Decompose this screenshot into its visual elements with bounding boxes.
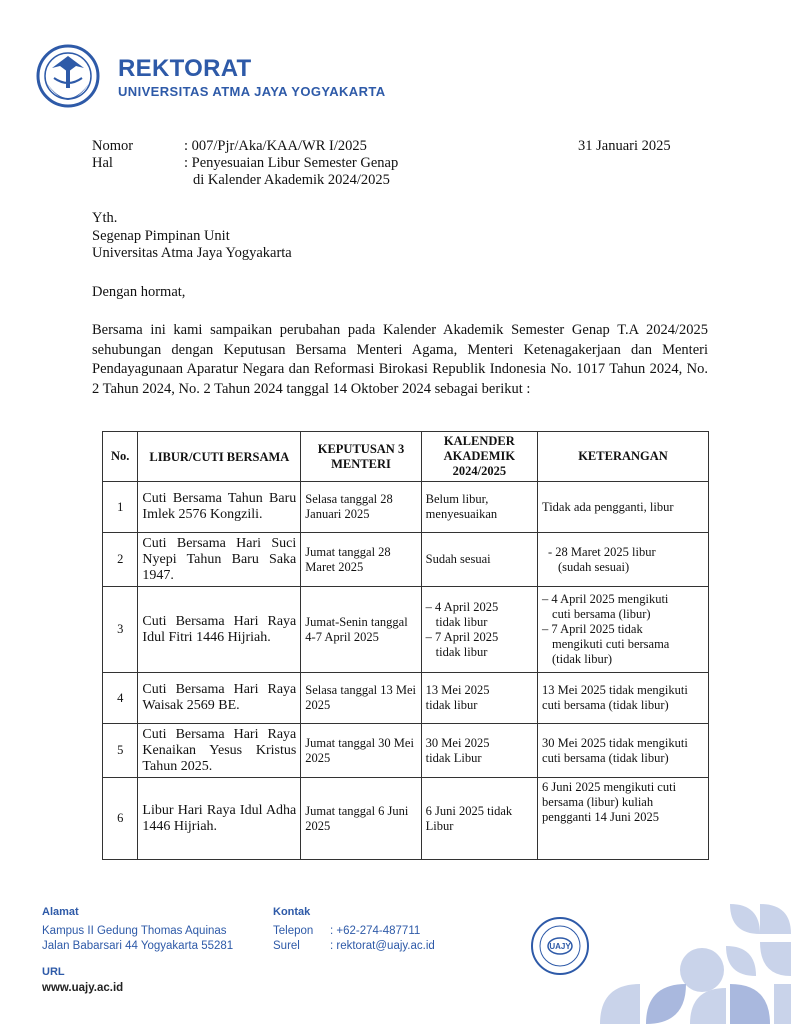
cell-line: - 28 Maret 2025 libur <box>548 544 656 559</box>
hal-value-2: di Kalender Akademik 2024/2025 <box>193 172 390 188</box>
cell-libur: Cuti Bersama Hari Raya Idul Fitri 1446 Hijriah. <box>138 587 301 673</box>
header-keputusan: KEPUTUSAN 3 MENTERI <box>301 432 421 482</box>
cell-line: – 4 April 2025 mengikuti <box>542 592 669 606</box>
cell-libur: Cuti Bersama Hari Raya Kenaikan Yesus Kristus Tahun 2025. <box>138 724 301 778</box>
table-row <box>103 673 709 724</box>
cell-no: 1 <box>103 482 138 533</box>
cell-line: tidak libur <box>425 698 478 712</box>
hal-value-1: : Penyesuaian Libur Semester Genap <box>184 155 399 171</box>
cell-line: cuti bersama (libur) <box>552 607 651 621</box>
cell-keputusan: Jumat tanggal 30 Mei 2025 <box>301 724 421 778</box>
table-row <box>103 482 709 533</box>
table-row <box>103 778 709 860</box>
footer-url-label: URL <box>42 966 65 978</box>
recipient-line-3: Universitas Atma Jaya Yogyakarta <box>92 245 292 261</box>
footer-alamat-1: Kampus II Gedung Thomas Aquinas <box>42 925 227 937</box>
cell-line: – 7 April 2025 tidak <box>542 622 643 636</box>
cell-line: Tidak ada pengganti, libur <box>542 499 674 514</box>
body-paragraph: Bersama ini kami sampaikan perubahan pada Kalender Akademik Semester Genap T.A 2024/2025 sehubungan dengan Keputusan Bersama Menteri Agama, Menteri Ketenagakerjaan dan Menteri Pendayagunaan Aparatur Negara dan Reformasi Birokasi Republik Indonesia No. 1017 Tahun 2024, No. 2 Tahun 2024, No. 2 Tahun 2024 tanggal 14 Oktober 2024 sebagai berikut : <box>92 322 708 397</box>
seal-text: UAJY <box>549 942 571 951</box>
cell-kalender <box>421 482 537 533</box>
footer-telepon-label: Telepon <box>273 925 314 937</box>
letterhead-title: REKTORAT <box>118 55 252 82</box>
footer-kontak-label: Kontak <box>273 906 311 918</box>
footer-decoration-icon <box>560 880 791 1024</box>
table-row <box>103 533 709 587</box>
cell-keputusan: Jumat-Senin tanggal 4-7 April 2025 <box>301 587 421 673</box>
header-kalender: KALENDER AKADEMIK 2024/2025 <box>421 432 537 482</box>
cell-line: (sudah sesuai) <box>558 559 630 574</box>
cell-line: 6 Juni 2025 tidak Libur <box>425 803 513 833</box>
letter-date: 31 Januari 2025 <box>578 138 671 154</box>
letterhead-subtitle: UNIVERSITAS ATMA JAYA YOGYAKARTA <box>118 84 386 99</box>
cell-line: tidak libur <box>435 614 488 629</box>
cell-line: mengikuti cuti bersama <box>552 637 670 651</box>
cell-kalender <box>421 587 537 673</box>
greeting: Dengan hormat, <box>92 284 186 300</box>
university-seal-icon <box>528 914 592 978</box>
cell-no: 4 <box>103 673 138 724</box>
cell-no: 3 <box>103 587 138 673</box>
header-no: No. <box>103 432 138 482</box>
recipient-block <box>92 210 292 263</box>
nomor-value: : 007/Pjr/Aka/KAA/WR I/2025 <box>184 138 367 154</box>
cell-keputusan: Selasa tanggal 28 Januari 2025 <box>301 482 421 533</box>
table-header-row <box>103 432 709 482</box>
cell-keterangan <box>538 724 709 778</box>
cell-keterangan <box>538 482 709 533</box>
cell-line: – 4 April 2025 <box>425 599 499 614</box>
cell-libur: Cuti Bersama Tahun Baru Imlek 2576 Kongzili. <box>138 482 301 533</box>
cell-keterangan <box>538 533 709 587</box>
university-logo-icon <box>32 42 104 114</box>
cell-line: 13 Mei 2025 tidak mengikuti cuti bersama (tidak libur) <box>542 683 688 712</box>
cell-line: tidak Libur <box>425 750 482 765</box>
cell-no: 6 <box>103 778 138 860</box>
cell-no: 5 <box>103 724 138 778</box>
cell-kalender <box>421 673 537 724</box>
cell-line: 6 Juni 2025 mengikuti cuti bersama (libur) kuliah pengganti 14 Juni 2025 <box>542 780 677 824</box>
table-row <box>103 724 709 778</box>
cell-kalender <box>421 533 537 587</box>
cell-line: tidak libur <box>435 644 488 659</box>
footer-url-link[interactable]: www.uajy.ac.id <box>42 982 124 994</box>
cell-line: Belum libur, menyesuaikan <box>425 492 498 521</box>
recipient-line-1: Yth. <box>92 210 118 226</box>
header-keterangan: KETERANGAN <box>538 432 709 482</box>
cell-libur: Cuti Bersama Hari Raya Waisak 2569 BE. <box>138 673 301 724</box>
footer-alamat-label: Alamat <box>42 906 79 918</box>
cell-libur: Libur Hari Raya Idul Adha 1446 Hijriah. <box>138 778 301 860</box>
cell-keterangan <box>538 778 709 860</box>
cell-line: 13 Mei 2025 <box>425 683 490 697</box>
header-libur: LIBUR/CUTI BERSAMA <box>138 432 301 482</box>
recipient-line-2: Segenap Pimpinan Unit <box>92 227 230 244</box>
footer-telepon-value: : +62-274-487711 <box>330 925 421 937</box>
cell-keputusan: Jumat tanggal 6 Juni 2025 <box>301 778 421 860</box>
cell-kalender <box>421 778 537 860</box>
table-row <box>103 587 709 673</box>
cell-keputusan: Selasa tanggal 13 Mei 2025 <box>301 673 421 724</box>
cell-libur: Cuti Bersama Hari Suci Nyepi Tahun Baru Saka 1947. <box>138 533 301 587</box>
footer-alamat-2: Jalan Babarsari 44 Yogyakarta 55281 <box>42 940 234 952</box>
footer-surel-label: Surel <box>273 940 300 952</box>
cell-keterangan <box>538 673 709 724</box>
cell-line: – 7 April 2025 <box>425 629 499 644</box>
cell-line: 30 Mei 2025 <box>425 735 490 750</box>
holiday-table <box>102 431 709 860</box>
cell-kalender <box>421 724 537 778</box>
cell-keterangan <box>538 587 709 673</box>
hal-label: Hal <box>92 155 113 171</box>
letter-meta <box>92 138 493 189</box>
nomor-label: Nomor <box>92 138 134 154</box>
footer-surel-value[interactable]: : rektorat@uajy.ac.id <box>330 940 435 952</box>
cell-line: 30 Mei 2025 tidak mengikuti cuti bersama (tidak libur) <box>542 735 688 765</box>
cell-line: (tidak libur) <box>552 652 613 666</box>
cell-line: Sudah sesuai <box>425 552 491 566</box>
cell-keputusan: Jumat tanggal 28 Maret 2025 <box>301 533 421 587</box>
cell-no: 2 <box>103 533 138 587</box>
letterhead-brand <box>118 56 386 99</box>
